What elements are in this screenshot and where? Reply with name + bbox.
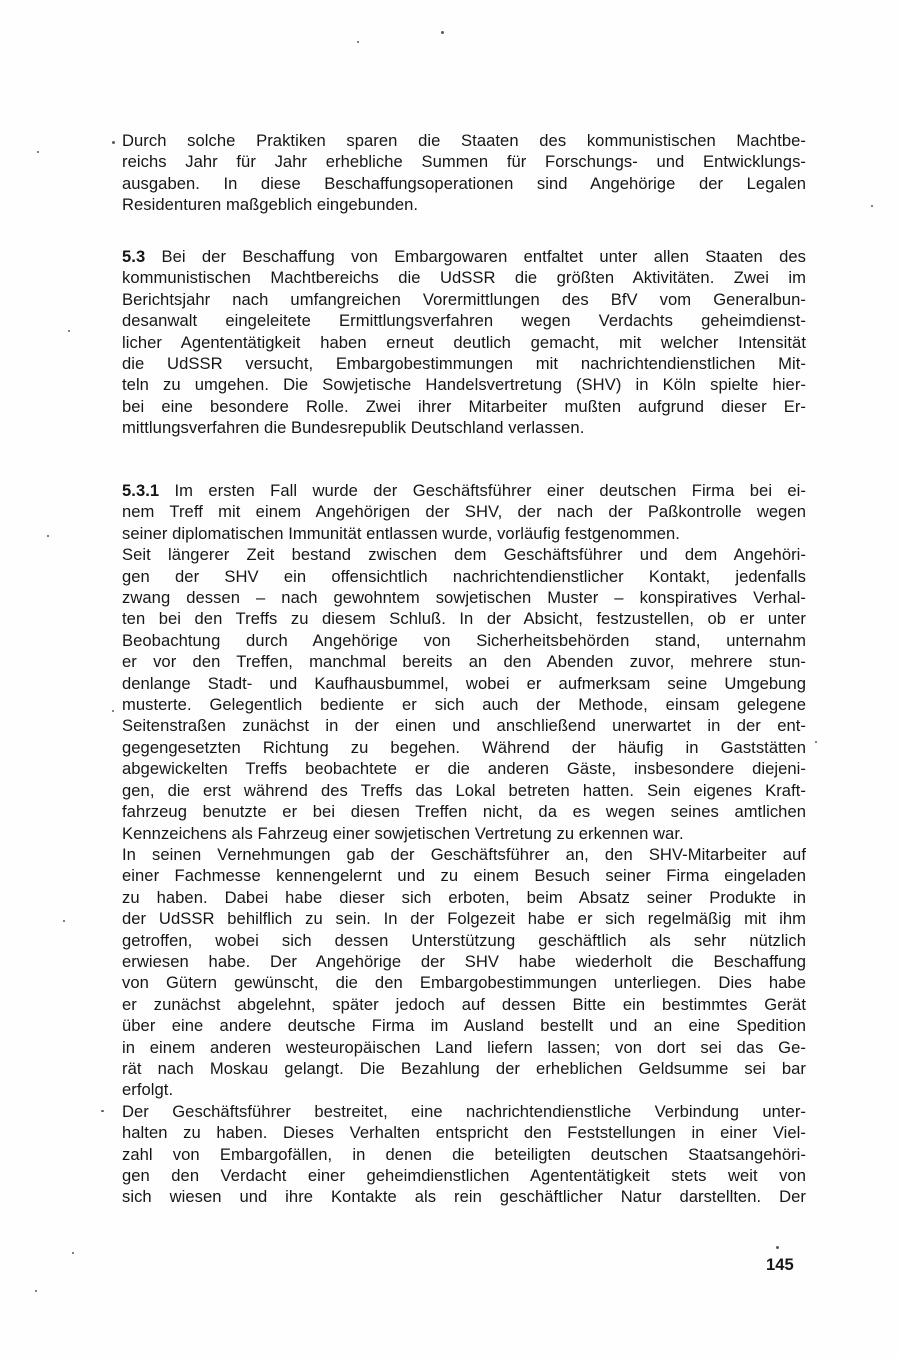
text-line: In seinen Vernehmungen gab der Geschäftsführer an, den SHV-Mitarbeiter auf (122, 844, 806, 864)
scan-speck (101, 1110, 104, 1112)
scan-speck (815, 741, 817, 743)
text-line: zahl von Embargofällen, in denen die beteiligten deutschen Staatsangehöri- (122, 1144, 806, 1164)
text-line: Residenturen maßgeblich eingebunden. (122, 195, 419, 215)
scan-speck (72, 1252, 74, 1254)
text-line: Der Geschäftsführer bestreitet, eine nachrichtendienstliche Verbindung unter- (122, 1101, 806, 1121)
scan-speck (112, 141, 115, 144)
text-line: seiner diplomatischen Immunität entlassen wurde, vorläufig festgenommen. (122, 523, 680, 543)
text-line: Seitenstraßen zunächst in der einen und anschließend unerwartet in der ent- (122, 716, 806, 736)
text-line: zwang dessen – nach gewohntem sowjetischen Muster – konspiratives Verhal- (122, 588, 806, 608)
text-line: Seit längerer Zeit bestand zwischen dem Geschäftsführer und dem Angehöri- (122, 545, 806, 565)
section-number: 5.3 (122, 247, 146, 266)
section-first-line: Bei der Beschaffung von Embargowaren entfaltet unter allen Staaten des (145, 247, 806, 266)
text-line: Durch solche Praktiken sparen die Staaten des kommunistischen Machtbe- (122, 131, 806, 150)
section-5-3-paragraph (122, 246, 806, 439)
scan-speck (357, 41, 359, 43)
scan-speck (112, 710, 114, 712)
text-line: mittlungsverfahren die Bundesrepublik Deutschland verlassen. (122, 418, 585, 438)
text-line: zu haben. Dabei habe dieser sich erboten, beim Absatz seiner Produkte in (122, 887, 806, 907)
text-line: getroffen, wobei sich dessen Unterstützung geschäftlich als sehr nützlich (122, 930, 806, 950)
text-line: gegengesetzten Richtung zu begehen. Während der häufig in Gaststätten (122, 737, 806, 757)
text-line: er zunächst abgelehnt, später jedoch auf dessen Bitte ein bestimmtes Gerät (122, 994, 806, 1014)
text-line: teln zu umgehen. Die Sowjetische Handelsvertretung (SHV) in Köln spielte hier- (122, 375, 806, 395)
text-line: in einem anderen westeuropäischen Land liefern lassen; von dort sei das Ge- (122, 1037, 806, 1057)
text-line: über eine andere deutsche Firma im Ausland bestellt und an eine Spedition (122, 1016, 806, 1036)
scan-speck (47, 535, 49, 537)
text-line: gen der SHV ein offensichtlich nachrichtendienstlicher Kontakt, jedenfalls (122, 566, 806, 586)
text-line: abgewickelten Treffs beobachtete er die anderen Gäste, insbesondere diejeni- (122, 759, 806, 779)
text-line: kommunistischen Machtbereichs die UdSSR die größten Aktivitäten. Zwei im (122, 268, 806, 288)
text-line: die UdSSR versucht, Embargobestimmungen mit nachrichtendienstlichen Mit- (122, 354, 806, 374)
scan-speck (35, 1290, 37, 1292)
text-line: bei eine besondere Rolle. Zwei ihrer Mitarbeiter mußten aufgrund dieser Er- (122, 396, 806, 416)
text-line: desanwalt eingeleitete Ermittlungsverfahren wegen Verdachts geheimdienst- (122, 311, 806, 331)
text-line: musterte. Gelegentlich bediente er sich auch der Methode, einsam gelegene (122, 695, 806, 715)
text-line: ten bei den Treffs zu diesem Schluß. In der Absicht, festzustellen, ob er unter (122, 609, 806, 629)
section-5-3-1-paragraph (122, 480, 806, 1208)
text-line: Berichtsjahr nach umfangreichen Vorermittlungen des BfV vom Generalbun- (122, 289, 806, 309)
text-line (122, 246, 806, 267)
text-line: fahrzeug benutzte er bei diesen Treffen nicht, da es wegen seines amtlichen (122, 802, 806, 822)
text-line: der UdSSR behilflich zu sein. In der Folgezeit habe er sich regelmäßig mit ihm (122, 909, 806, 929)
text-line: sich wiesen und ihre Kontakte als rein geschäftlicher Natur darstellten. Der (122, 1187, 806, 1207)
text-line: denlange Stadt- und Kaufhausbummel, wobei er aufmerksam seine Umgebung (122, 673, 806, 693)
text-line: nem Treff mit einem Angehörigen der SHV, der nach der Paßkontrolle wegen (122, 502, 806, 522)
scan-speck (68, 330, 70, 332)
scan-speck (63, 920, 65, 922)
text-line: gen, die erst während des Treffs das Lokal betreten hatten. Sein eigenes Kraft- (122, 780, 806, 800)
text-line: rät nach Moskau gelangt. Die Bezahlung der erheblichen Geldsumme sei bar (122, 1058, 806, 1078)
text-line: erwiesen habe. Der Angehörige der SHV habe wiederholt die Beschaffung (122, 951, 806, 971)
text-line: gen den Verdacht einer geheimdienstlichen Agententätigkeit stets weit von (122, 1166, 806, 1185)
scan-speck (37, 151, 39, 153)
scan-speck (441, 31, 444, 34)
text-line: Kennzeichens als Fahrzeug einer sowjetischen Vertretung zu erkennen war. (122, 823, 684, 843)
page-number: 145 (766, 1255, 794, 1274)
text-line: reichs Jahr für Jahr erhebliche Summen für Forschungs- und Entwicklungs- (122, 152, 806, 172)
text-line: licher Agententätigkeit haben erneut deutlich gemacht, mit welcher Intensität (122, 332, 806, 352)
section-number: 5.3.1 (122, 481, 160, 500)
text-line: erfolgt. (122, 1080, 174, 1100)
text-line: ausgaben. In diese Beschaffungsoperationen sind Angehörige der Legalen (122, 173, 806, 193)
section-first-line: Im ersten Fall wurde der Geschäftsführer einer deutschen Firma bei ei- (159, 481, 806, 500)
scan-speck (776, 1246, 779, 1249)
text-line: er vor den Treffen, manchmal bereits an den Abenden zuvor, mehrere stun- (122, 652, 806, 672)
text-line: von Gütern gewünscht, die den Embargobestimmungen unterliegen. Dies habe (122, 973, 806, 993)
text-line: halten zu haben. Dieses Verhalten entspricht den Feststellungen in einer Viel- (122, 1123, 806, 1143)
text-line: einer Fachmesse kennengelernt und zu einem Besuch seiner Firma eingeladen (122, 866, 806, 886)
text-line (122, 480, 806, 501)
scan-speck (871, 205, 873, 207)
text-line: Beobachtung durch Angehörige von Sicherheitsbehörden stand, unternahm (122, 630, 806, 650)
intro-paragraph (122, 130, 806, 216)
